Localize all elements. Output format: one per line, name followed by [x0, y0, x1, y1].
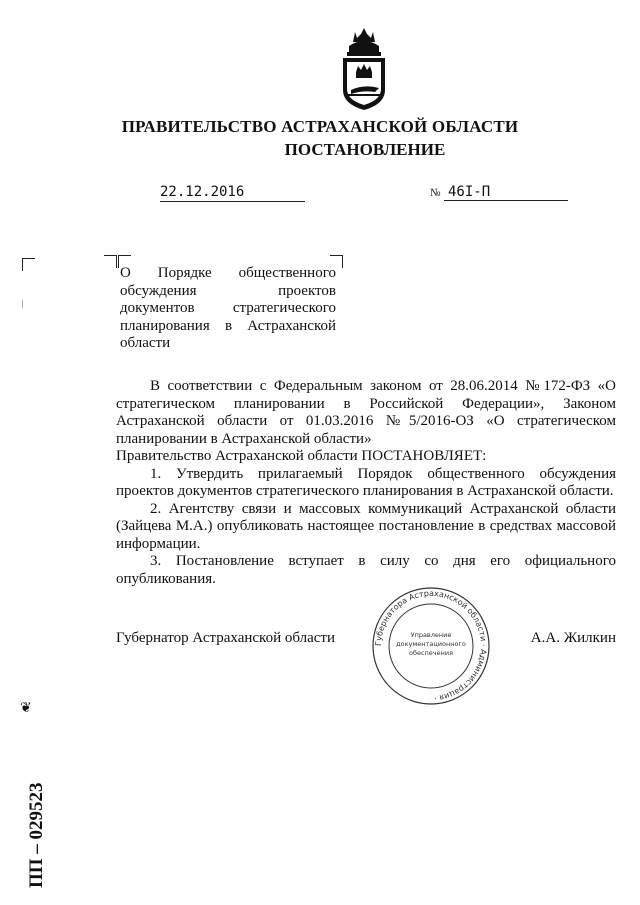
document-type-title: ПОСТАНОВЛЕНИЕ [284, 140, 446, 159]
ornament-mark: ❦ [20, 701, 32, 716]
coat-of-arms-emblem [335, 28, 393, 112]
margin-serial-text: ПП – 029523 [26, 782, 47, 888]
stamp-inner-line-1: Управление [410, 631, 452, 639]
decree-line: Правительство Астраханской области ПОСТАНОВЛЯЕТ: [116, 448, 487, 464]
stamp-inner-line-3: обеспечения [408, 649, 454, 657]
bracket-mark [104, 255, 117, 268]
item-1: 1. Утвердить прилагаемый Порядок общественного обсуждения проектов документов стратегического планирования в Астраханской области. [116, 465, 616, 499]
stamp-inner-line-2: документационного [396, 640, 466, 648]
bracket-mark [22, 258, 35, 271]
document-subject: О Порядке общественного обсуждения проектов документов стратегического планирования в Астраханской области [120, 265, 336, 351]
signatory-name: А.А. Жилкин [530, 630, 616, 646]
document-body [116, 378, 616, 588]
item-3: 3. Постановление вступает в силу со дня его официального опубликования. [116, 553, 616, 587]
intro-paragraph: В соответствии с Федеральным законом от 28.06.2014 №172-ФЗ «О стратегическом планировании в Российской Федерации», Законом Астраханской области от 01.03.2016 №5/2016-ОЗ «О стратегическом планировании в Астраханской области» [116, 378, 616, 447]
edge-mark [22, 300, 23, 308]
signatory-position: Губернатор Астраханской области [116, 630, 336, 646]
document-number-value: 46I-П [444, 184, 568, 201]
number-sign: № [430, 187, 441, 199]
item-2: 2. Агентству связи и массовых коммуникаций Астраханской области (Зайцева М.А.) опубликовать настоящее постановление в средствах массовой информации. [116, 500, 616, 552]
document-number [430, 184, 570, 201]
document-date: 22.12.2016 [160, 184, 305, 202]
stamp-outer-text: Губернатора Астраханской области · Администрация · [373, 588, 489, 703]
official-stamp [370, 585, 492, 707]
organization-title: ПРАВИТЕЛЬСТВО АСТРАХАНСКОЙ ОБЛАСТИ [121, 117, 519, 136]
margin-serial-number [20, 700, 50, 890]
